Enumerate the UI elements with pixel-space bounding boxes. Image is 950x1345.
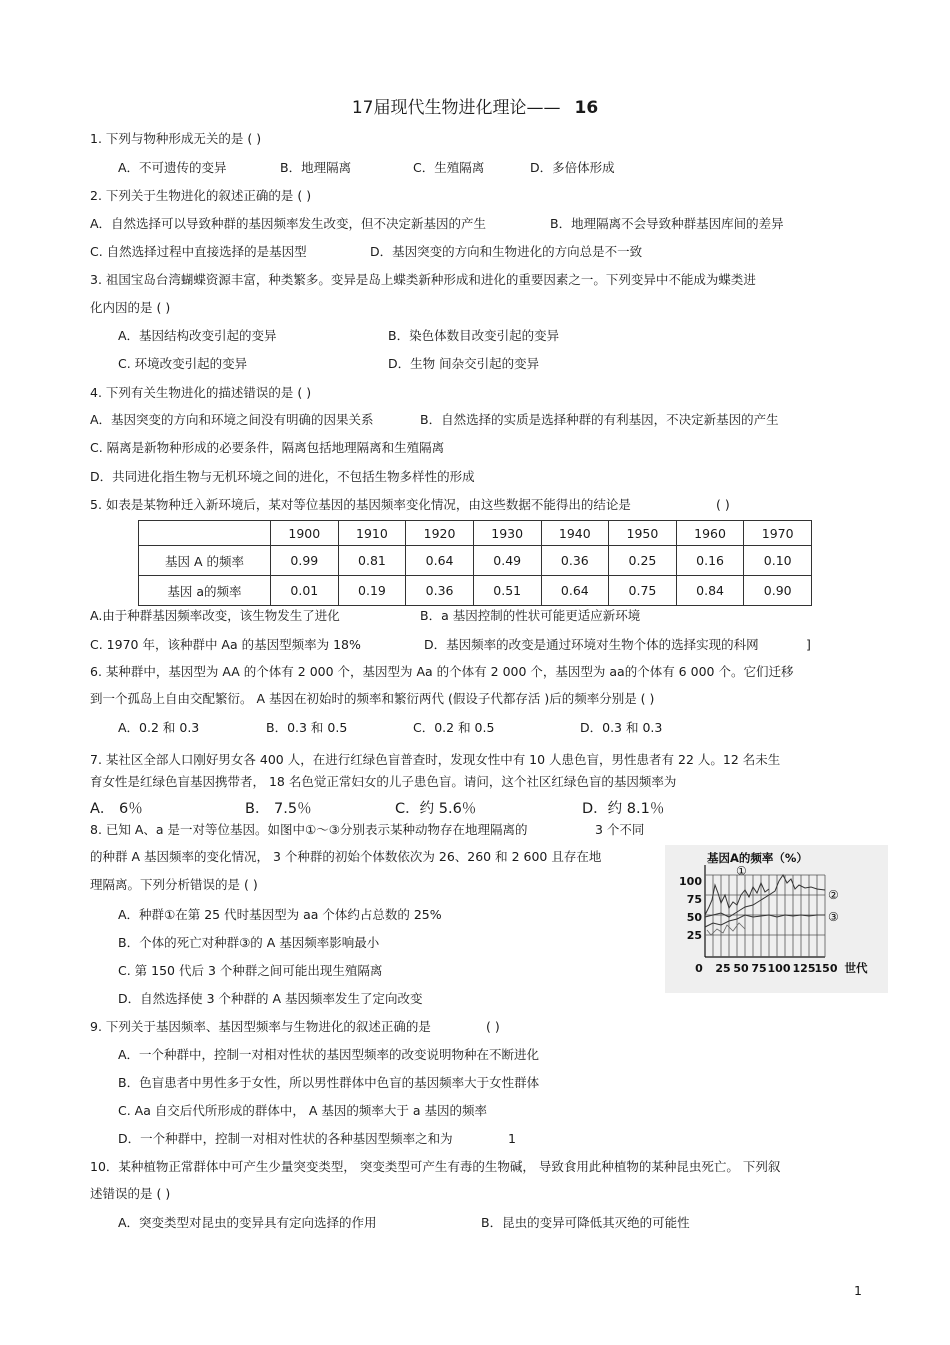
q3-stem-line2: 化内因的是 ( )	[90, 300, 171, 315]
q6-option-c: C．0.2 和 0.5	[413, 720, 495, 735]
x-tick-label: 150	[814, 962, 838, 975]
q6-stem-line2: 到一个孤岛上自由交配繁衍。 A 基因在初始时的频率和繁衍两代 (假设子代都存活 )后的频率分别是 ( )	[90, 691, 655, 706]
x-tick-label: 0	[695, 962, 703, 975]
table-year-cell: 1970	[744, 521, 812, 546]
table-row-label: 基因 a的频率	[139, 576, 271, 606]
q4-option-d: D．共同进化指生物与无机环境之间的进化，不包括生物多样性的形成	[90, 469, 475, 484]
table-cell: 0.64	[541, 576, 609, 606]
q3-option-b: B．染色体数目改变引起的变异	[388, 328, 560, 343]
table-year-cell: 1920	[406, 521, 474, 546]
q8-stem-line1-end: 3 个不同	[595, 822, 645, 837]
q9-answer-paren: ( )	[486, 1019, 500, 1034]
figure-grid	[705, 865, 825, 957]
q10-option-a: A．突变类型对昆虫的变异具有定向选择的作用	[118, 1215, 377, 1230]
q4-stem: 4. 下列有关生物进化的描述错误的是 ( )	[90, 385, 312, 400]
q5-option-d: D．基因频率的改变是通过环境对生物个体的选择实现的科网	[424, 637, 759, 652]
q7-stem-line2: 育女性是红绿色盲基因携带者， 18 名色觉正常妇女的儿子患色盲。请问，这个社区红绿色盲的基因频率为	[90, 774, 677, 789]
q2-option-c: C. 自然选择过程中直接选择的是基因型	[90, 244, 307, 259]
table-cell: 0.36	[406, 576, 474, 606]
population-3-curve	[705, 915, 825, 927]
q3-option-a: A．基因结构改变引起的变异	[118, 328, 277, 343]
q1-option-b: B．地理隔离	[280, 160, 352, 175]
q9-option-d-end: 1	[508, 1131, 516, 1146]
table-cell: 0.25	[609, 546, 677, 576]
table-cell: 0.49	[473, 546, 541, 576]
table-cell: 0.19	[338, 576, 406, 606]
q1-option-a: A．不可遗传的变异	[118, 160, 227, 175]
x-tick-label: 25	[715, 962, 731, 975]
table-cell: 0.10	[744, 546, 812, 576]
population-2-curve	[705, 875, 825, 917]
q8-stem-line2: 的种群 A 基因频率的变化情况， 3 个种群的初始个体数依次为 26、260 和 2 600 且存在地	[90, 849, 602, 864]
gene-frequency-figure	[665, 845, 888, 993]
q9-option-c: C. Aa 自交后代所形成的群体中， A 基因的频率大于 a 基因的频率	[118, 1103, 487, 1118]
table-cell: 0.64	[406, 546, 474, 576]
table-year-cell: 1960	[676, 521, 744, 546]
q8-stem-line1: 8. 已知 A、a 是一对等位基因。如图中①～③分别表示某种动物存在地理隔离的	[90, 822, 528, 837]
table-cell: 0.51	[473, 576, 541, 606]
q8-option-b: B．个体的死亡对种群③的 A 基因频率影响最小	[118, 935, 380, 950]
q5-option-c: C. 1970 年，该种群中 Aa 的基因型频率为 18%	[90, 637, 361, 652]
q1-option-d: D．多倍体形成	[530, 160, 615, 175]
x-tick-label: 100	[767, 962, 791, 975]
table-row	[139, 576, 812, 606]
table-year-cell: 1950	[609, 521, 677, 546]
q7-option-c: C．约 5.6％	[395, 801, 477, 817]
series-label-1: ①	[736, 864, 747, 878]
q8-option-d: D．自然选择使 3 个种群的 A 基因频率发生了定向改变	[118, 991, 423, 1006]
table-corner-cell	[139, 521, 271, 546]
y-tick-label: 75	[686, 893, 702, 906]
q7-stem-line1: 7. 某社区全部人口刚好男女各 400 人，在进行红绿色盲普查时，发现女性中有 10 人患色盲，男性患者有 22 人。12 名未生	[90, 752, 781, 767]
q4-option-c: C. 隔离是新物种形成的必要条件，隔离包括地理隔离和生殖隔离	[90, 440, 445, 455]
x-tick-label: 75	[751, 962, 767, 975]
page-number: 1	[854, 1283, 862, 1298]
q3-stem-line1: 3. 祖国宝岛台湾蝴蝶资源丰富，种类繁多。变异是岛上蝶类新种形成和进化的重要因素之一。下列变异中不能成为蝶类进	[90, 272, 756, 287]
table-cell: 0.99	[271, 546, 339, 576]
table-cell: 0.81	[338, 546, 406, 576]
q10-option-b: B．昆虫的变异可降低其灭绝的可能性	[481, 1215, 690, 1230]
q2-stem: 2. 下列关于生物进化的叙述正确的是 ( )	[90, 188, 312, 203]
q5-option-d-end: ]	[806, 637, 811, 652]
table-row	[139, 546, 812, 576]
q8-option-c: C. 第 150 代后 3 个种群之间可能出现生殖隔离	[118, 963, 383, 978]
x-axis-unit: 世代	[844, 961, 868, 975]
q1-stem: 1. 下列与物种形成无关的是 ( )	[90, 131, 262, 146]
q7-option-d: D．约 8.1％	[582, 801, 665, 817]
q9-option-b: B．色盲患者中男性多于女性，所以男性群体中色盲的基因频率大于女性群体	[118, 1075, 540, 1090]
q6-stem-line1: 6. 某种群中，基因型为 AA 的个体有 2 000 个，基因型为 Aa 的个体有 2 000 个，基因型为 aa的个体有 6 000 个。它们迁移	[90, 664, 794, 679]
table-year-cell: 1930	[473, 521, 541, 546]
q5-answer-paren: ( )	[716, 497, 730, 512]
table-cell: 0.84	[676, 576, 744, 606]
table-year-cell: 1900	[271, 521, 339, 546]
series-label-2: ②	[828, 888, 839, 902]
q5-option-a: A.由于种群基因频率改变，该生物发生了进化	[90, 608, 340, 623]
q9-option-a: A．一个种群中，控制一对相对性状的基因型频率的改变说明物种在不断进化	[118, 1047, 540, 1062]
q5-option-b: B．a 基因控制的性状可能更适应新环境	[420, 608, 641, 623]
q6-option-b: B．0.3 和 0.5	[266, 720, 348, 735]
gene-frequency-graph	[665, 845, 888, 993]
page-title: 17届现代生物进化理论—— 16	[351, 98, 599, 118]
table-cell: 0.36	[541, 546, 609, 576]
q3-option-d: D．生物 间杂交引起的变异	[388, 356, 540, 371]
y-tick-label: 100	[679, 875, 702, 888]
q10-stem-line2: 述错误的是 ( )	[90, 1186, 171, 1201]
q4-option-a: A．基因突变的方向和环境之间没有明确的因果关系	[90, 412, 374, 427]
q3-option-c: C. 环境改变引起的变异	[118, 356, 248, 371]
q10-stem-line1: 10．某种植物正常群体中可产生少量突变类型， 突变类型可产生有毒的生物碱， 导致食用此种植物的某种昆虫死亡。 下列叙	[90, 1159, 781, 1174]
q8-stem-line3: 理隔离。下列分析错误的是 ( )	[90, 877, 258, 892]
q5-stem: 5. 如表是某物种迁入新环境后，某对等位基因的基因频率变化情况，由这些数据不能得出的结论是	[90, 497, 631, 512]
q7-option-b: B． 7.5％	[245, 801, 312, 817]
table-row-label: 基因 A 的频率	[139, 546, 271, 576]
y-tick-label: 50	[686, 911, 702, 924]
table-header-row	[139, 521, 812, 546]
frequency-table	[138, 520, 812, 606]
q9-stem: 9. 下列关于基因频率、基因型频率与生物进化的叙述正确的是	[90, 1019, 431, 1034]
x-tick-label: 125	[792, 962, 816, 975]
q9-option-d: D．一个种群中，控制一对相对性状的各种基因型频率之和为	[118, 1131, 453, 1146]
q6-option-a: A．0.2 和 0.3	[118, 720, 200, 735]
table-cell: 0.01	[271, 576, 339, 606]
table-cell: 0.16	[676, 546, 744, 576]
table-cell: 0.90	[744, 576, 812, 606]
x-tick-label: 50	[733, 962, 749, 975]
q2-option-b: B．地理隔离不会导致种群基因库间的差异	[550, 216, 784, 231]
series-label-3: ③	[828, 910, 839, 924]
y-tick-label: 25	[686, 929, 702, 942]
q8-option-a: A．种群①在第 25 代时基因型为 aa 个体约占总数的 25%	[118, 907, 442, 922]
q2-option-d: D．基因突变的方向和生物进化的方向总是不一致	[370, 244, 643, 259]
table-year-cell: 1910	[338, 521, 406, 546]
q4-option-b: B．自然选择的实质是选择种群的有利基因，不决定新基因的产生	[420, 412, 779, 427]
q2-option-a: A．自然选择可以导致种群的基因频率发生改变，但不决定新基因的产生	[90, 216, 487, 231]
q7-option-a: A． 6％	[90, 801, 143, 817]
q6-option-d: D．0.3 和 0.3	[580, 720, 663, 735]
table-year-cell: 1940	[541, 521, 609, 546]
figure-title: 基因A的频率（%）	[707, 851, 808, 865]
table-cell: 0.75	[609, 576, 677, 606]
q1-option-c: C．生殖隔离	[413, 160, 485, 175]
